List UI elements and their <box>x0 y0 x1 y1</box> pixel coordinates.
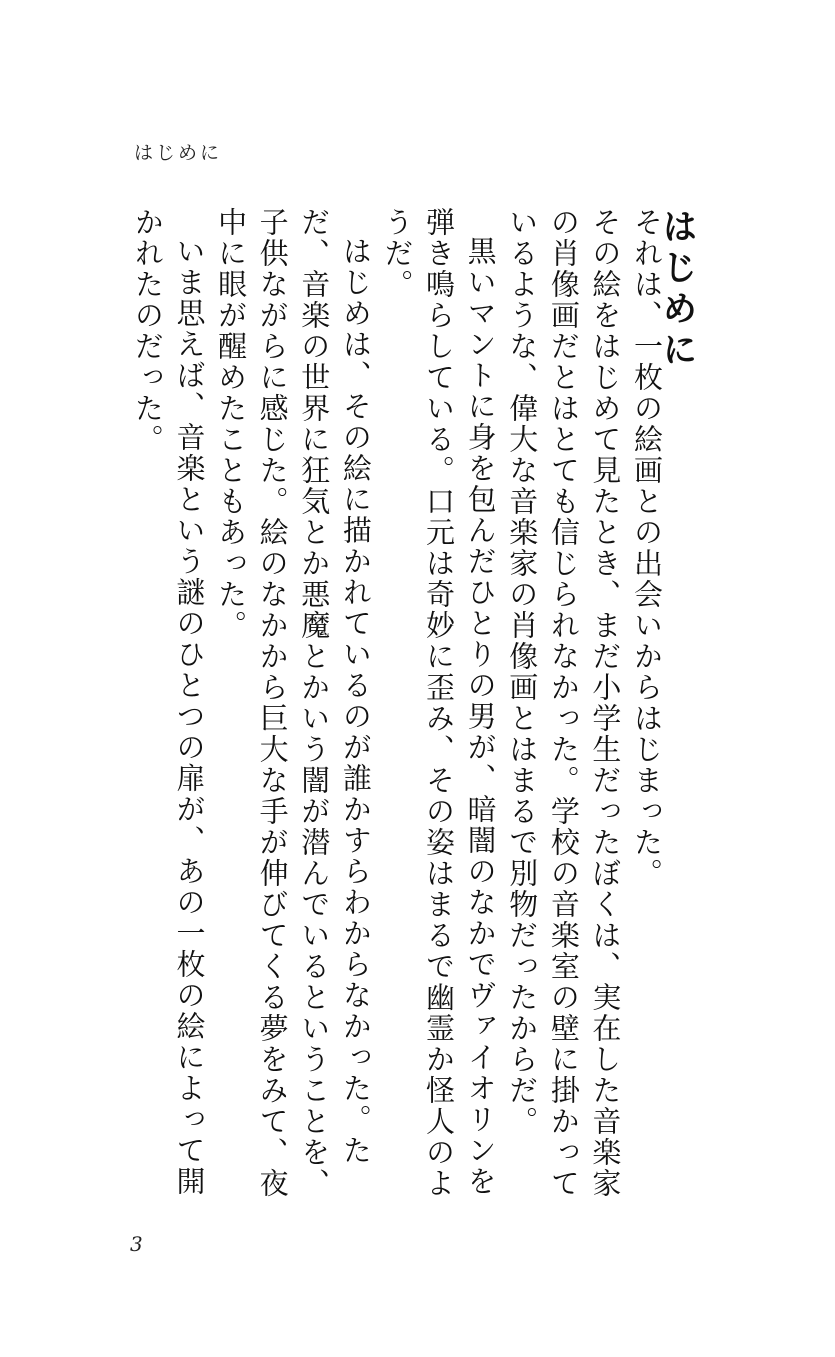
paragraph: いま思えば、音楽という謎のひとつの扉が、あの一枚の絵によって開かれたのだった。 <box>130 207 207 1197</box>
body-text <box>0 207 667 1217</box>
paragraph: その絵をはじめて見たとき、まだ小学生だったぼくは、実在した音楽家の肖像画だとはとても信じられなかった。学校の音楽室の壁に掛かっているような、偉大な音楽家の肖像画とはまるで別物だったからだ。 <box>505 207 623 1199</box>
running-head: はじめに <box>134 142 223 164</box>
paragraph: はじめは、その絵に描かれているのが誰かすらわからなかった。ただ、音楽の世界に狂気とか悪魔とかいう闇が潜んでいるということを、子供ながらに感じた。絵のなかから巨大な手が伸びてくる夢をみて、夜中に眼が醒めたこともあった。 <box>214 207 373 1199</box>
paragraph: それは、一枚の絵画との出会いからはじまった。 <box>630 207 664 889</box>
page-number: 3 <box>130 1232 143 1256</box>
chapter-title: はじめに <box>657 208 698 372</box>
paragraph: 黒いマントに身を包んだひとりの男が、暗闇のなかでヴァイオリンを弾き鳴らしている。口元は奇妙に歪み、その姿はまるで幽霊か怪人のようだ。 <box>380 207 498 1199</box>
